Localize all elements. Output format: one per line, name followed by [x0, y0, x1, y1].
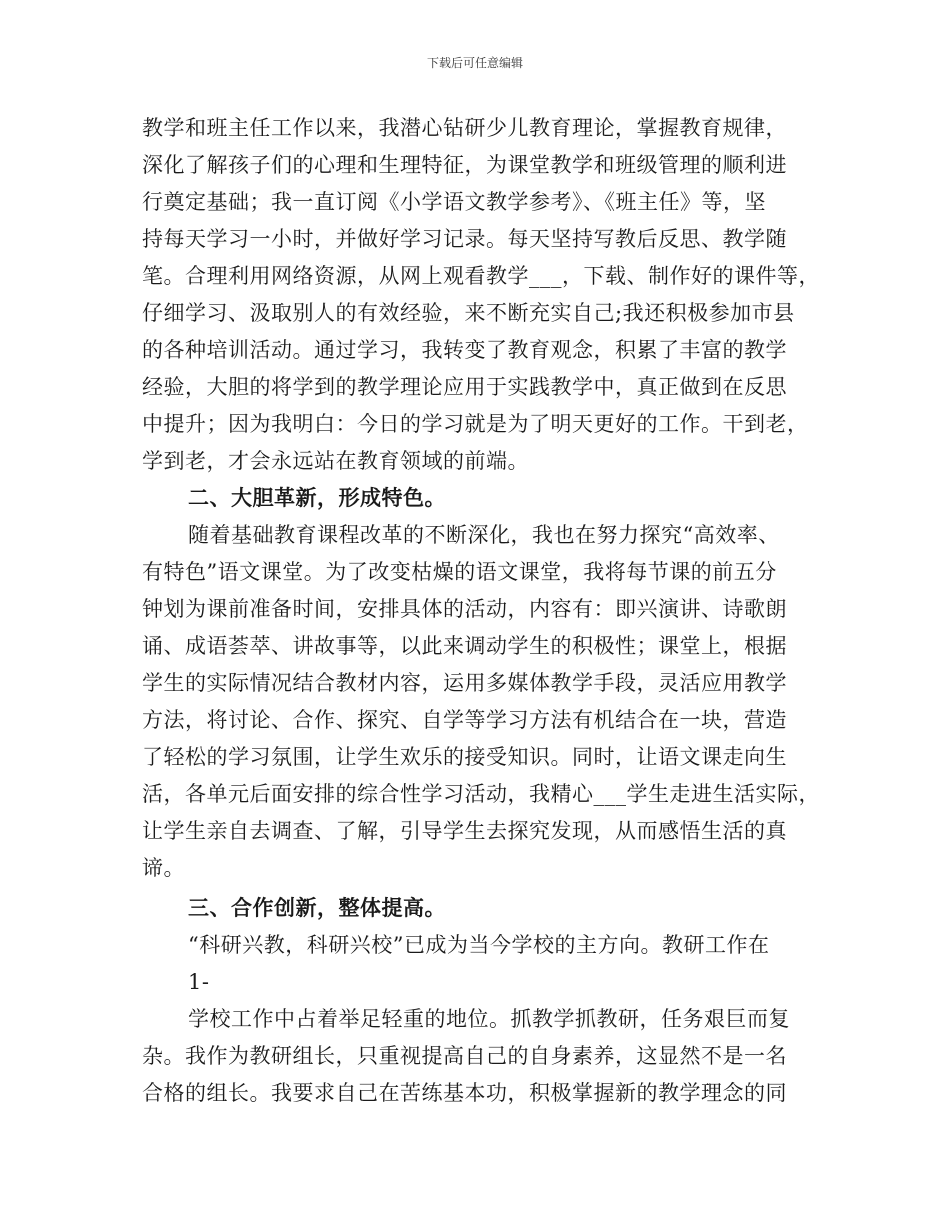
text-line: 让学生亲自去调查、了解，引导学生去探究发现，从而感悟生活的真 — [142, 819, 787, 843]
text-line: 有特色”语文课堂。为了改变枯燥的语文课堂，我将每节课的前五分 — [142, 560, 777, 584]
text-line: 中提升；因为我明白：今日的学习就是为了明天更好的工作。干到老， — [142, 412, 809, 436]
section-heading: 三、合作创新，整体提高。 — [188, 896, 446, 920]
text-line: 方法，将讨论、合作、探究、自学等学习方法有机结合在一块，营造 — [142, 708, 787, 732]
section-heading: 二、大胆革新，形成特色。 — [188, 486, 446, 510]
text-line: 随着基础教育课程改革的不断深化，我也在努力探究“高效率、 — [188, 523, 780, 547]
text-line: 合格的组长。我要求自己在苦练基本功，积极掌握新的教学理念的同 — [142, 1081, 787, 1105]
text-line: “科研兴教，科研兴校”已成为当今学校的主方向。教研工作在 — [188, 933, 770, 957]
page-header: 下载后可任意编辑 — [426, 56, 523, 70]
text-line: 学生的实际情况结合教材内容，运用多媒体教学手段，灵活应用教学 — [142, 671, 787, 695]
text-line: 教学和班主任工作以来，我潜心钻研少儿教育理论，掌握教育规律， — [142, 116, 787, 140]
text-line: 活，各单元后面安排的综合性学习活动，我精心___学生走进生活实际， — [142, 782, 820, 806]
text-line: 深化了解孩子们的心理和生理特征，为课堂教学和班级管理的顺利进 — [142, 153, 787, 177]
text-line: 笔。合理利用网络资源，从网上观看教学___，下载、制作好的课件等， — [142, 264, 820, 288]
text-line: 学到老，才会永远站在教育领域的前端。 — [142, 449, 529, 473]
page-number: 1- — [188, 970, 210, 994]
text-line: 经验，大胆的将学到的教学理论应用于实践教学中，真正做到在反思 — [142, 375, 787, 399]
text-line: 了轻松的学习氛围，让学生欢乐的接受知识。同时，让语文课走向生 — [142, 745, 787, 769]
text-line: 谛。 — [142, 856, 185, 880]
text-line: 诵、成语荟萃、讲故事等，以此来调动学生的积极性；课堂上，根据 — [142, 634, 787, 658]
text-line: 学校工作中占着举足轻重的地位。抓教学抓教研，任务艰巨而复 — [188, 1007, 790, 1031]
text-line: 钟划为课前准备时间，安排具体的活动，内容有：即兴演讲、诗歌朗 — [142, 597, 787, 621]
text-line: 的各种培训活动。通过学习，我转变了教育观念，积累了丰富的教学 — [142, 338, 787, 362]
text-line: 杂。我作为教研组长，只重视提高自己的自身素养，这显然不是一名 — [142, 1044, 787, 1068]
text-line: 持每天学习一小时，并做好学习记录。每天坚持写教后反思、教学随 — [142, 227, 787, 251]
text-line: 行奠定基础；我一直订阅《小学语文教学参考》、《班主任》等，坚 — [142, 190, 766, 214]
text-line: 仔细学习、汲取别人的有效经验，来不断充实自己;我还积极参加市县 — [142, 301, 795, 325]
